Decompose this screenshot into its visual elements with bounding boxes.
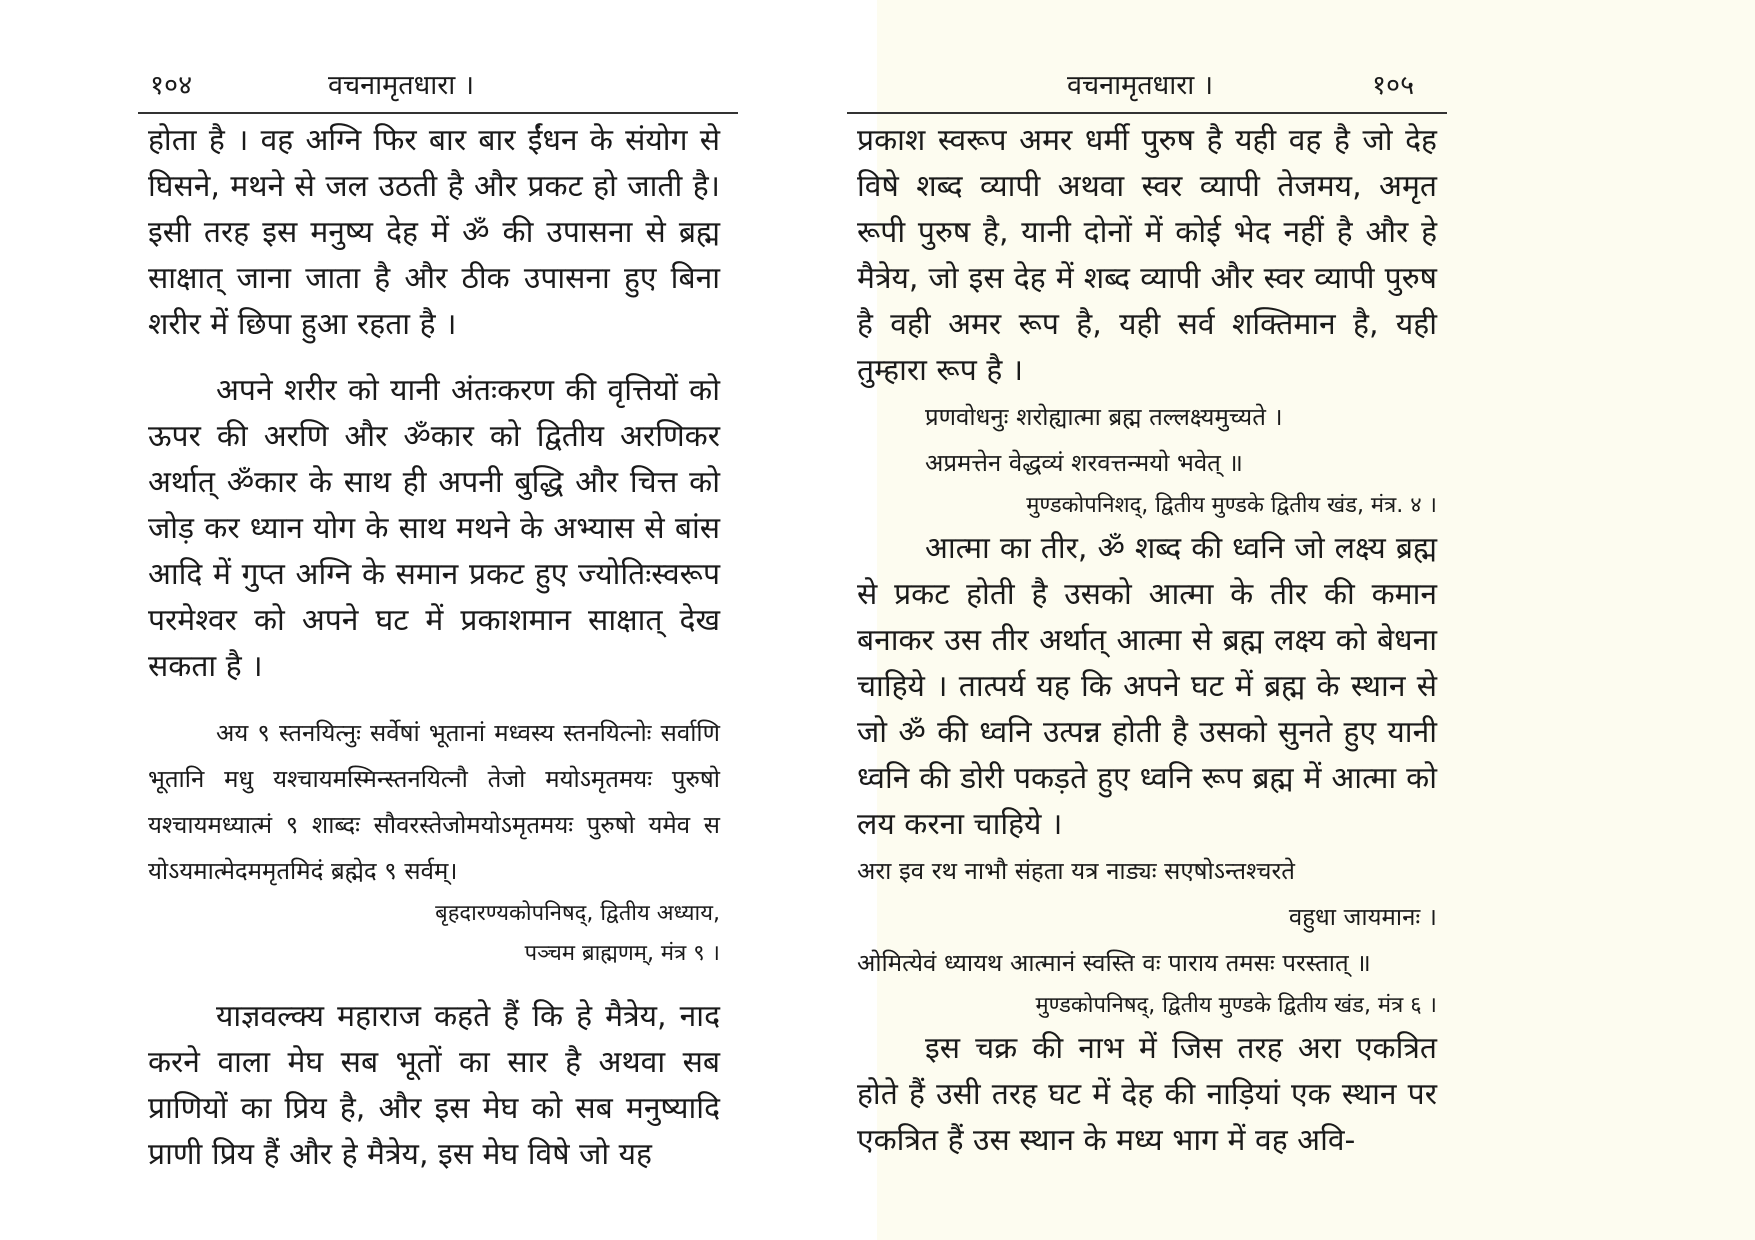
right-verse-1-line-2: अप्रमत्तेन वेद्धव्यं शरवत्तन्मयो भवेत् ॥ [925, 449, 1243, 477]
right-running-head: वचनामृतधारा । [1067, 70, 1214, 101]
right-verse-2-ref: मुण्डकोपनिषद्, द्वितीय मुण्डके द्वितीय खंड, मंत्र ६ । [1035, 993, 1437, 1018]
right-page-header [1067, 62, 1437, 110]
right-verse-1-ref: मुण्डकोपनिशद्, द्वितीय मुण्डके द्वितीय खंड, मंत्र. ४ । [1026, 493, 1437, 518]
left-page-number: १०४ [150, 70, 193, 101]
left-verse: अय ९ स्तनयित्नुः सर्वेषां भूतानां मध्वस्य स्तनयित्नोः सर्वाणि भूतानि मधु यश्चायमस्मिन्स्तनयित्नौ तेजो मयोऽमृतमयः पुरुषो यश्चायमध्यात्मं ९ शाब्दः सौवरस्तेजोमयोऽमृतमयः पुरुषो यमेव स योऽयमात्मेदममृतमिदं ब्रह्मेद ९ सर्वम्। [148, 719, 720, 885]
left-paragraph-1: होता है । वह अग्नि फिर बार बार ईंधन के संयोग से घिसने, मथने से जल उठती है और प्रकट हो जाती है। इसी तरह इस मनुष्य देह में ॐ की उपासना से ब्रह्म साक्षात् जाना जाता है और ठीक उपासना हुए बिना शरीर में छिपा हुआ रहता है । [148, 123, 720, 342]
right-page-number: १०५ [1372, 70, 1415, 101]
right-verse-1-line-1: प्रणवोधनुः शरोह्यात्मा ब्रह्म तल्लक्ष्यमुच्यते । [925, 403, 1283, 431]
left-page [0, 0, 877, 1240]
right-paragraph-1: प्रकाश स्वरूप अमर धर्मी पुरुष है यही वह है जो देह विषे शब्द व्यापी अथवा स्वर व्यापी तेजमय, अमृत रूपी पुरुष है, यानी दोनों में कोई भेद नहीं है और हे मैत्रेय, जो इस देह में शब्द व्यापी और स्वर व्यापी पुरुष है वही अमर रूप है, यही सर्व शक्तिमान है, यही तुम्हारा रूप है । [857, 123, 1437, 388]
right-page-body [857, 118, 1437, 1164]
left-page-body [148, 118, 720, 1178]
right-verse-2-line-3: ओमित्येवं ध्यायथ आत्मानं स्वस्ति वः पाराय तमसः परस्तात् ॥ [857, 949, 1371, 977]
right-page [857, 0, 1755, 1240]
left-verse-ref-2: पञ्चम ब्राह्मणम्, मंत्र ९ । [524, 941, 720, 966]
left-paragraph-2: अपने शरीर को यानी अंतःकरण की वृत्तियों को ऊपर की अरणि और ॐकार को द्वितीय अरणिकर अर्थात् ॐकार के साथ ही अपनी बुद्धि और चित्त को जोड़ कर ध्यान योग के साथ मथने के अभ्यास से बांस आदि में गुप्त अग्नि के समान प्रकट हुए ज्योतिःस्वरूप परमेश्वर को अपने घट में प्रकाशमान साक्षात् देख सकता है । [148, 373, 720, 684]
right-verse-2-line-2: वहुधा जायमानः । [1288, 903, 1437, 931]
right-paragraph-2: आत्मा का तीर, ॐ शब्द की ध्वनि जो लक्ष्य ब्रह्म से प्रकट होती है उसको आत्मा के तीर की कमान बनाकर उस तीर अर्थात् आत्मा से ब्रह्म लक्ष्य को बेधना चाहिये । तात्पर्य यह कि अपने घट में ब्रह्म के स्थान से जो ॐ की ध्वनि उत्पन्न होती है उसको सुनते हुए यानी ध्वनि की डोरी पकड़ते हुए ध्वनि रूप ब्रह्म में आत्मा को लय करना चाहिये । [857, 531, 1437, 842]
right-header-rule [847, 112, 1447, 114]
left-verse-ref-1: बृहदारण्यकोपनिषद्, द्वितीय अध्याय, [435, 901, 720, 926]
right-verse-2-line-1: अरा इव रथ नाभौ संहता यत्र नाड्यः सएषोऽन्तश्चरते [857, 857, 1295, 885]
left-running-head: वचनामृतधारा । [328, 70, 475, 101]
left-header-rule [138, 112, 738, 114]
left-paragraph-3: याज्ञवल्क्य महाराज कहते हैं कि हे मैत्रेय, नाद करने वाला मेघ सब भूतों का सार है अथवा सब प्राणियों का प्रिय है, और इस मेघ को सब मनुष्यादि प्राणी प्रिय हैं और हे मैत्रेय, इस मेघ विषे जो यह [148, 999, 720, 1172]
left-page-header [150, 62, 730, 110]
right-paragraph-3: इस चक्र की नाभ में जिस तरह अरा एकत्रित होते हैं उसी तरह घट में देह की नाड़ियां एक स्थान पर एकत्रित हैं उस स्थान के मध्य भाग में वह अवि- [857, 1031, 1437, 1158]
